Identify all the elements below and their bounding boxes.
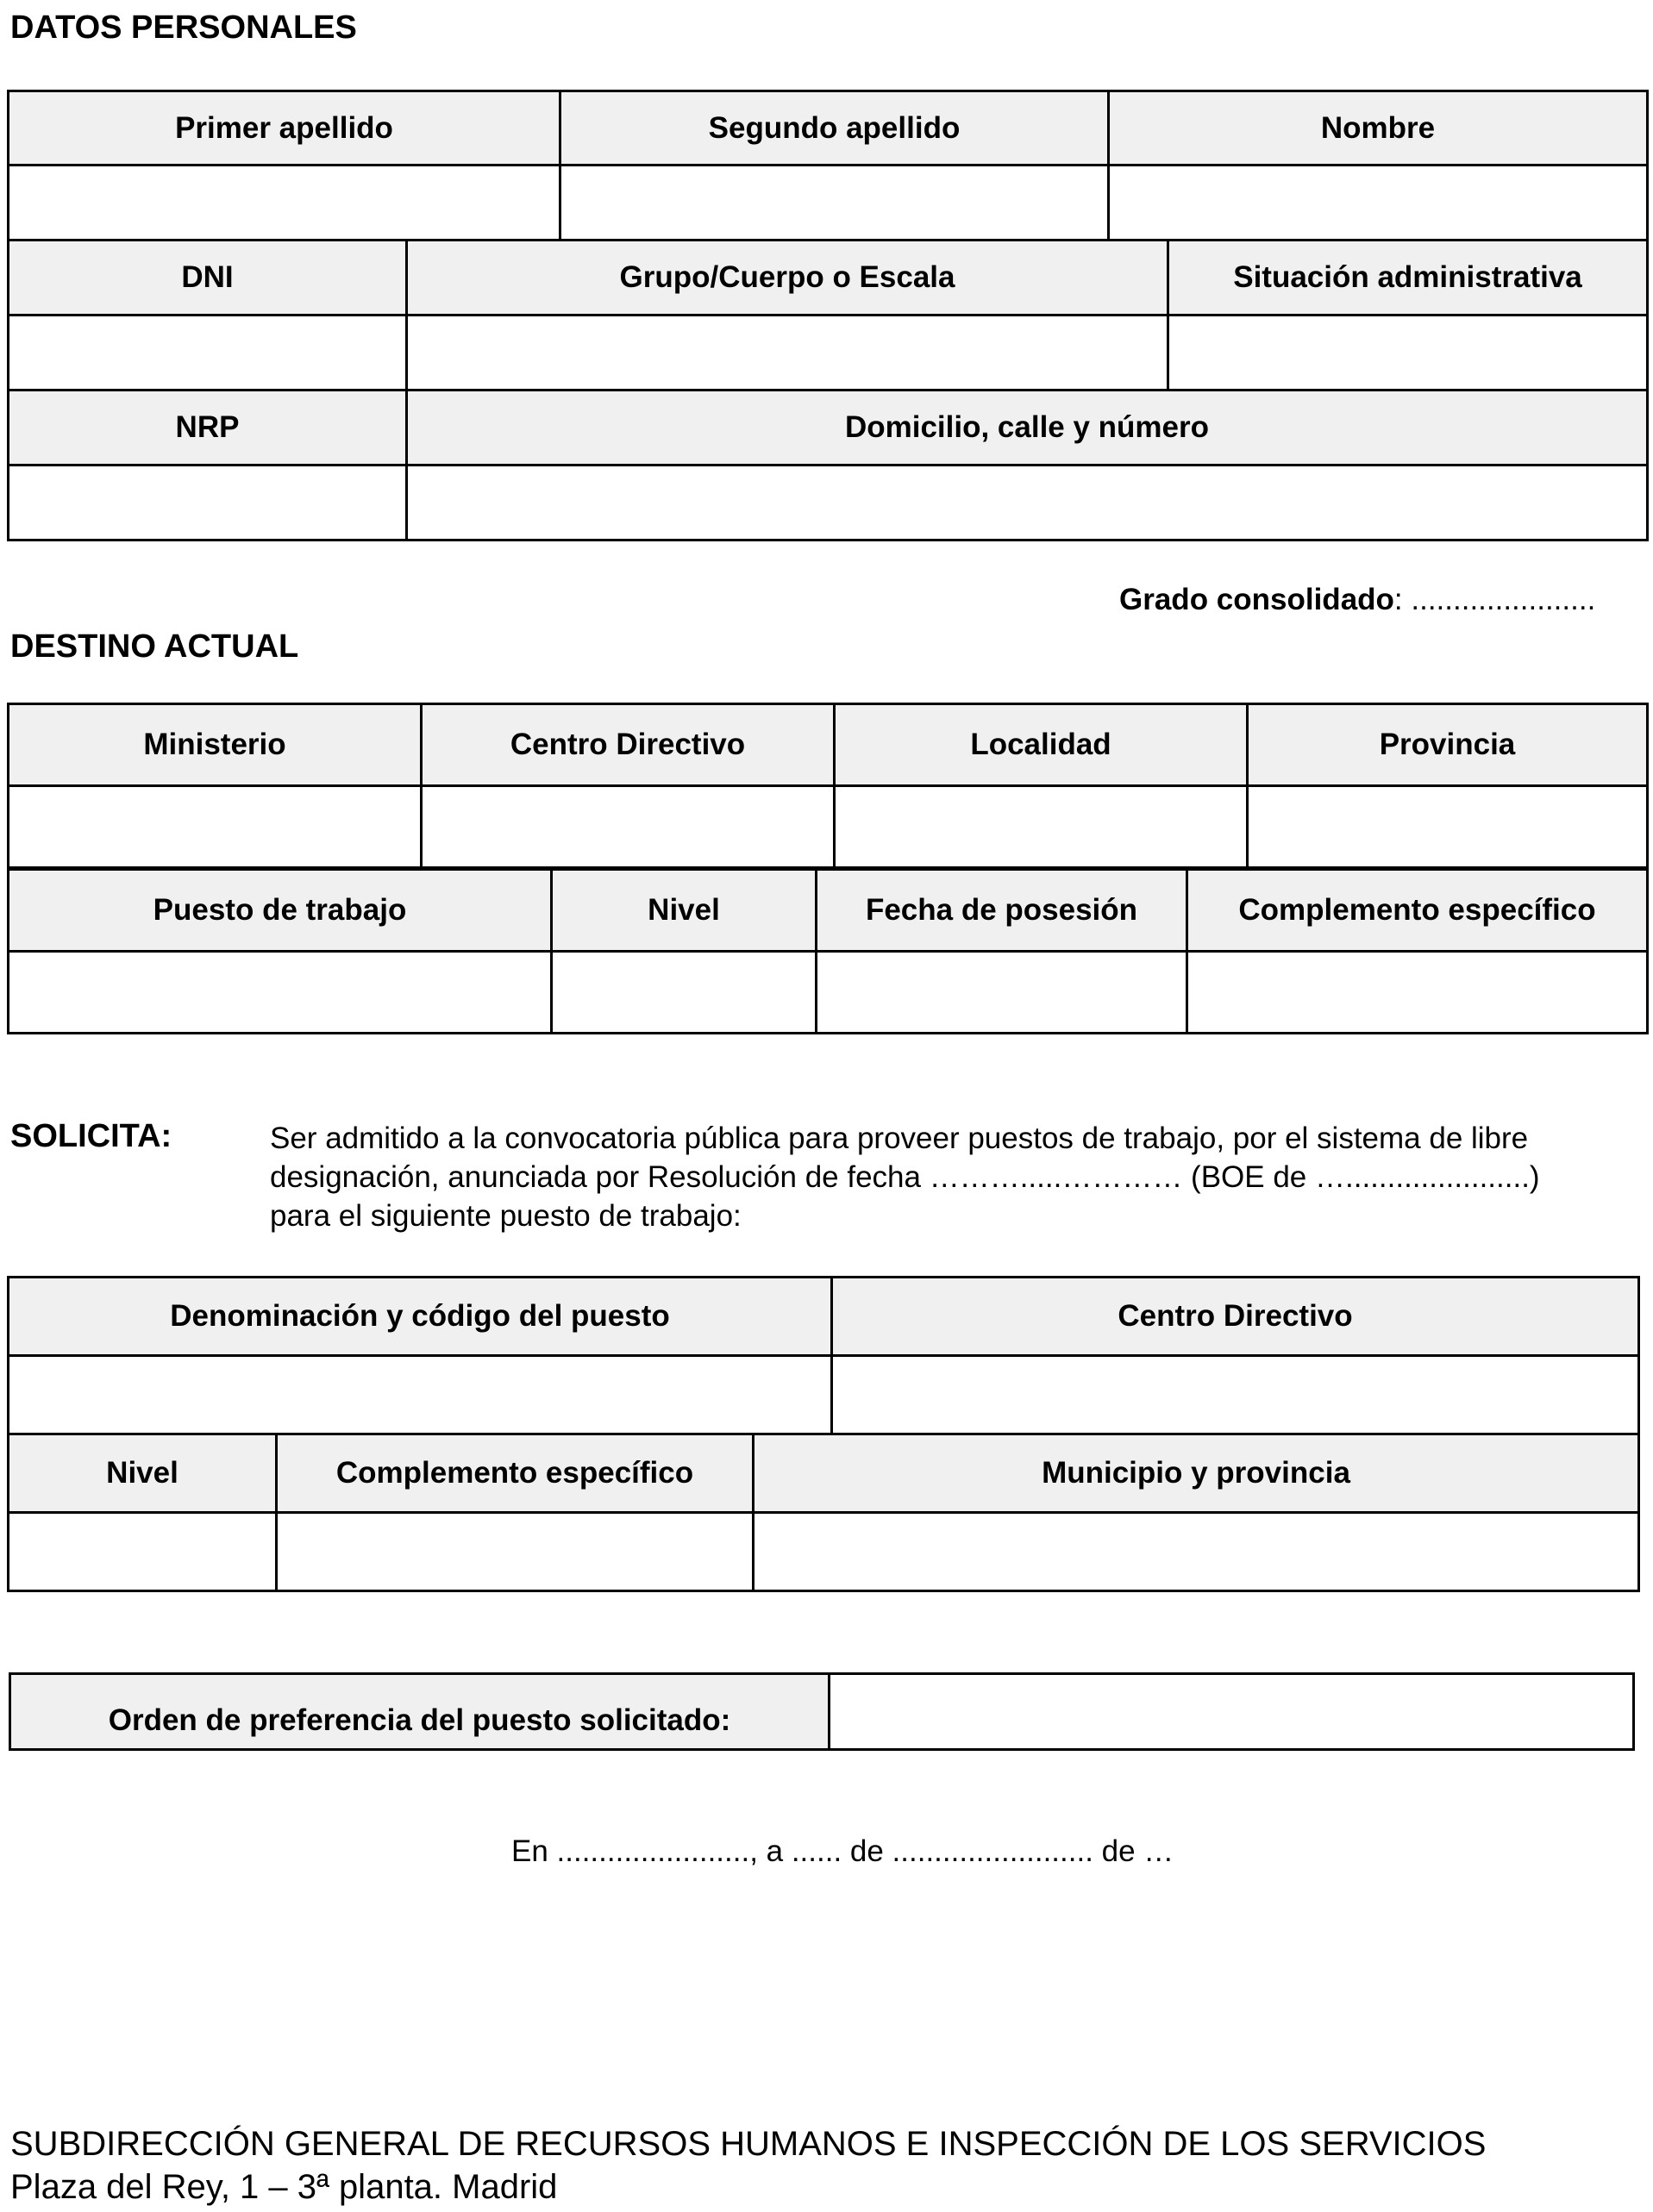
primer-apellido-field[interactable] [9, 166, 560, 241]
complemento-especifico-field[interactable] [1187, 952, 1648, 1034]
domicilio-input[interactable] [408, 487, 1646, 519]
ministerio-input[interactable] [9, 811, 420, 843]
provincia-input[interactable] [1249, 811, 1646, 843]
header-position-complemento: Complemento específico [277, 1434, 754, 1513]
header-nombre: Nombre [1109, 91, 1648, 166]
municipio-provincia-input[interactable] [754, 1536, 1637, 1568]
nrp-input[interactable] [9, 487, 405, 519]
header-situacion-administrativa: Situación administrativa [1168, 241, 1648, 316]
section-title-personal: DATOS PERSONALES [10, 9, 357, 46]
fecha-de-posesion-field[interactable] [817, 952, 1187, 1034]
header-complemento-especifico: Complemento específico [1187, 870, 1648, 952]
fecha-de-posesion-input[interactable] [817, 977, 1186, 1009]
position-nivel-input[interactable] [9, 1536, 275, 1568]
ministerio-field[interactable] [9, 786, 422, 868]
puesto-de-trabajo-input[interactable] [9, 977, 550, 1009]
preference-label: Orden de preferencia del puesto solicitado: [10, 1674, 830, 1750]
domicilio-field[interactable] [407, 466, 1648, 541]
centro-directivo-input[interactable] [423, 811, 833, 843]
preference-table [9, 1672, 1635, 1751]
denominacion-codigo-input[interactable] [9, 1379, 830, 1411]
destination-table-position [7, 868, 1649, 1034]
header-nivel: Nivel [552, 870, 817, 952]
position-complemento-input[interactable] [278, 1536, 752, 1568]
header-nrp: NRP [9, 391, 407, 466]
header-domicilio: Domicilio, calle y número [407, 391, 1648, 466]
footer-department: SUBDIRECCIÓN GENERAL DE RECURSOS HUMANOS E INSPECCIÓN DE LOS SERVICIOS [10, 2125, 1487, 2163]
situacion-administrativa-input[interactable] [1169, 337, 1646, 369]
header-puesto-de-trabajo: Puesto de trabajo [9, 870, 552, 952]
segundo-apellido-field[interactable] [560, 166, 1109, 241]
header-dni: DNI [9, 241, 407, 316]
denominacion-codigo-field[interactable] [9, 1356, 832, 1434]
grado-consolidado-blank[interactable]: : ...................... [1393, 583, 1596, 616]
nivel-input[interactable] [553, 977, 815, 1009]
request-text-line-3: para el siguiente puesto de trabajo: [270, 1199, 742, 1233]
dni-input[interactable] [9, 337, 405, 369]
footer [10, 2122, 1486, 2209]
provincia-field[interactable] [1248, 786, 1648, 868]
preference-field[interactable] [830, 1674, 1634, 1750]
date-place-line: En ......................., a ...... de ........................ de … [511, 1834, 1174, 1868]
header-municipio-provincia: Municipio y provincia [754, 1434, 1639, 1513]
request-text [270, 1119, 1632, 1235]
header-centro-directivo: Centro Directivo [422, 704, 835, 786]
request-text-line-1: Ser admitido a la convocatoria pública para proveer puestos de trabajo, por el sistema de libre [270, 1122, 1529, 1155]
request-text-line-2: designación, anunciada por Resolución de fecha ……….....………… (BOE de …......................) [270, 1160, 1540, 1194]
header-grupo-cuerpo: Grupo/Cuerpo o Escala [407, 241, 1168, 316]
destination-table-location [7, 703, 1649, 869]
grupo-cuerpo-input[interactable] [408, 337, 1167, 369]
position-table-name [7, 1276, 1640, 1435]
header-fecha-de-posesion: Fecha de posesión [817, 870, 1187, 952]
position-table-details [7, 1433, 1640, 1592]
section-title-request: SOLICITA: [10, 1118, 172, 1154]
personal-data-table-ids [7, 239, 1649, 391]
grupo-cuerpo-field[interactable] [407, 316, 1168, 391]
puesto-de-trabajo-field[interactable] [9, 952, 552, 1034]
position-nivel-field[interactable] [9, 1513, 277, 1591]
centro-directivo-field[interactable] [422, 786, 835, 868]
header-provincia: Provincia [1248, 704, 1648, 786]
primer-apellido-input[interactable] [9, 187, 559, 219]
preference-input[interactable] [830, 1696, 1632, 1728]
header-primer-apellido: Primer apellido [9, 91, 560, 166]
situacion-administrativa-field[interactable] [1168, 316, 1648, 391]
nombre-field[interactable] [1109, 166, 1648, 241]
localidad-input[interactable] [836, 811, 1246, 843]
localidad-field[interactable] [835, 786, 1248, 868]
nivel-field[interactable] [552, 952, 817, 1034]
grado-consolidado-label: Grado consolidado [1119, 583, 1394, 616]
header-localidad: Localidad [835, 704, 1248, 786]
position-complemento-field[interactable] [277, 1513, 754, 1591]
municipio-provincia-field[interactable] [754, 1513, 1639, 1591]
position-centro-directivo-input[interactable] [833, 1379, 1637, 1411]
header-segundo-apellido: Segundo apellido [560, 91, 1109, 166]
personal-data-table-names [7, 90, 1649, 241]
position-centro-directivo-field[interactable] [832, 1356, 1639, 1434]
footer-address: Plaza del Rey, 1 – 3ª planta. Madrid [10, 2168, 558, 2206]
complemento-especifico-input[interactable] [1188, 977, 1646, 1009]
nombre-input[interactable] [1110, 187, 1646, 219]
segundo-apellido-input[interactable] [561, 187, 1107, 219]
nrp-field[interactable] [9, 466, 407, 541]
header-position-nivel: Nivel [9, 1434, 277, 1513]
section-title-destination: DESTINO ACTUAL [10, 628, 299, 665]
header-denominacion-codigo: Denominación y código del puesto [9, 1278, 832, 1356]
header-position-centro-directivo: Centro Directivo [832, 1278, 1639, 1356]
personal-data-table-address [7, 389, 1649, 541]
dni-field[interactable] [9, 316, 407, 391]
grado-consolidado [1119, 581, 1595, 619]
header-ministerio: Ministerio [9, 704, 422, 786]
